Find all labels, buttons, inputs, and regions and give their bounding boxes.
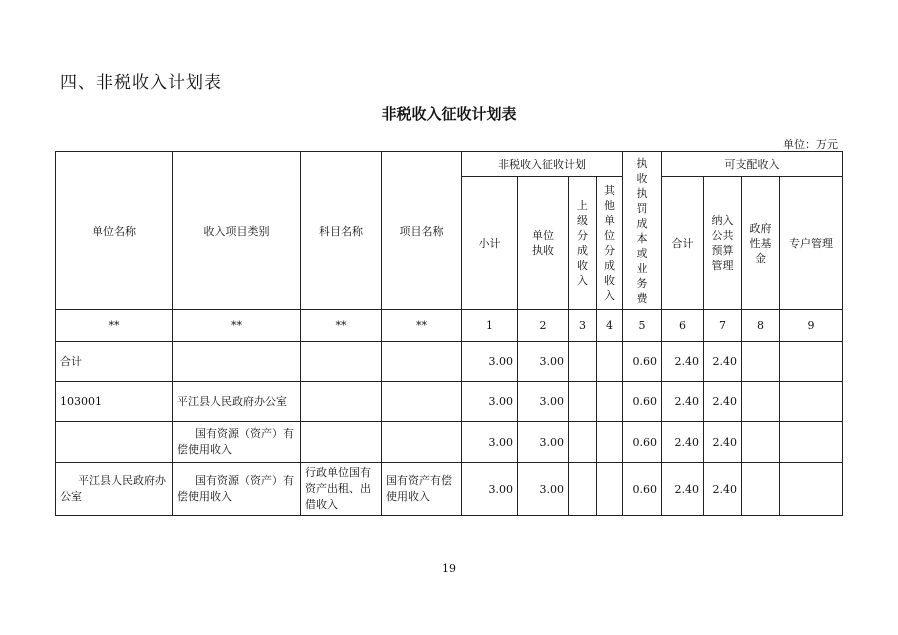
row-other-share bbox=[597, 342, 623, 382]
row-total: 2.40 bbox=[662, 342, 704, 382]
row-subtotal: 3.00 bbox=[462, 463, 518, 516]
header-other-share: 其他单位分成收入 bbox=[597, 177, 623, 310]
header-penalty: 执收执罚成本或业务费 bbox=[623, 152, 662, 310]
row-public-budget: 2.40 bbox=[704, 382, 742, 422]
row-total: 2.40 bbox=[662, 422, 704, 463]
table-row bbox=[56, 382, 843, 422]
page-number: 19 bbox=[442, 562, 456, 575]
row-item-name bbox=[382, 422, 462, 463]
row-penalty: 0.60 bbox=[623, 342, 662, 382]
header-subtotal: 小计 bbox=[462, 177, 518, 310]
index-cell: 7 bbox=[704, 310, 742, 342]
row-upper-share bbox=[569, 342, 597, 382]
row-unit-name: 合计 bbox=[56, 342, 173, 382]
row-public-budget: 2.40 bbox=[704, 342, 742, 382]
row-income-category: 国有资源（资产）有偿使用收入 bbox=[173, 463, 301, 516]
row-other-share bbox=[597, 382, 623, 422]
row-gov-fund bbox=[742, 382, 780, 422]
row-upper-share bbox=[569, 463, 597, 516]
row-special bbox=[780, 422, 843, 463]
row-income-category: 平江县人民政府办公室 bbox=[173, 382, 301, 422]
section-heading: 四、非税收入计划表 bbox=[60, 73, 222, 93]
row-subject-name bbox=[301, 382, 382, 422]
index-cell: 8 bbox=[742, 310, 780, 342]
row-upper-share bbox=[569, 422, 597, 463]
index-cell: ** bbox=[301, 310, 382, 342]
index-cell: 4 bbox=[597, 310, 623, 342]
row-subtotal: 3.00 bbox=[462, 382, 518, 422]
table-row bbox=[56, 342, 843, 382]
index-cell: 1 bbox=[462, 310, 518, 342]
table-title: 非税收入征收计划表 bbox=[381, 105, 517, 123]
index-cell: ** bbox=[382, 310, 462, 342]
header-unit-name: 单位名称 bbox=[56, 152, 173, 310]
index-cell: 2 bbox=[518, 310, 569, 342]
header-subject-name: 科目名称 bbox=[301, 152, 382, 310]
row-unit-exec: 3.00 bbox=[518, 382, 569, 422]
row-special bbox=[780, 463, 843, 516]
index-cell: 6 bbox=[662, 310, 704, 342]
row-income-category: 国有资源（资产）有偿使用收入 bbox=[173, 422, 301, 463]
row-total: 2.40 bbox=[662, 463, 704, 516]
non-tax-income-plan-table bbox=[55, 151, 843, 516]
header-disposable-group: 可支配收入 bbox=[662, 152, 843, 177]
row-penalty: 0.60 bbox=[623, 463, 662, 516]
header-unit-exec: 单位执收 bbox=[518, 177, 569, 310]
row-unit-exec: 3.00 bbox=[518, 422, 569, 463]
index-cell: ** bbox=[56, 310, 173, 342]
table-row bbox=[56, 463, 843, 516]
row-gov-fund bbox=[742, 422, 780, 463]
header-item-name: 项目名称 bbox=[382, 152, 462, 310]
row-item-name bbox=[382, 382, 462, 422]
row-other-share bbox=[597, 463, 623, 516]
index-cell: 9 bbox=[780, 310, 843, 342]
index-cell: 5 bbox=[623, 310, 662, 342]
header-total: 合计 bbox=[662, 177, 704, 310]
row-other-share bbox=[597, 422, 623, 463]
row-unit-name: 103001 bbox=[56, 382, 173, 422]
row-upper-share bbox=[569, 382, 597, 422]
row-public-budget: 2.40 bbox=[704, 422, 742, 463]
row-penalty: 0.60 bbox=[623, 422, 662, 463]
row-gov-fund bbox=[742, 342, 780, 382]
row-total: 2.40 bbox=[662, 382, 704, 422]
row-item-name bbox=[382, 342, 462, 382]
header-plan-group: 非税收入征收计划 bbox=[462, 152, 623, 177]
row-unit-exec: 3.00 bbox=[518, 342, 569, 382]
row-special bbox=[780, 342, 843, 382]
header-income-category: 收入项目类别 bbox=[173, 152, 301, 310]
index-cell: 3 bbox=[569, 310, 597, 342]
header-upper-share: 上级分成收入 bbox=[569, 177, 597, 310]
row-subtotal: 3.00 bbox=[462, 342, 518, 382]
table-row bbox=[56, 422, 843, 463]
header-gov-fund: 政府性基金 bbox=[742, 177, 780, 310]
row-penalty: 0.60 bbox=[623, 382, 662, 422]
row-gov-fund bbox=[742, 463, 780, 516]
row-subject-name bbox=[301, 342, 382, 382]
row-unit-name bbox=[56, 422, 173, 463]
row-subject-name: 行政单位国有资产出租、出借收入 bbox=[301, 463, 382, 516]
row-subtotal: 3.00 bbox=[462, 422, 518, 463]
row-subject-name bbox=[301, 422, 382, 463]
row-income-category bbox=[173, 342, 301, 382]
row-unit-exec: 3.00 bbox=[518, 463, 569, 516]
index-cell: ** bbox=[173, 310, 301, 342]
index-row bbox=[56, 310, 843, 342]
row-unit-name: 平江县人民政府办公室 bbox=[56, 463, 173, 516]
header-special: 专户管理 bbox=[780, 177, 843, 310]
row-item-name: 国有资产有偿使用收入 bbox=[382, 463, 462, 516]
row-public-budget: 2.40 bbox=[704, 463, 742, 516]
header-public-budget: 纳入公共预算管理 bbox=[704, 177, 742, 310]
row-special bbox=[780, 382, 843, 422]
unit-label: 单位：万元 bbox=[783, 138, 838, 151]
